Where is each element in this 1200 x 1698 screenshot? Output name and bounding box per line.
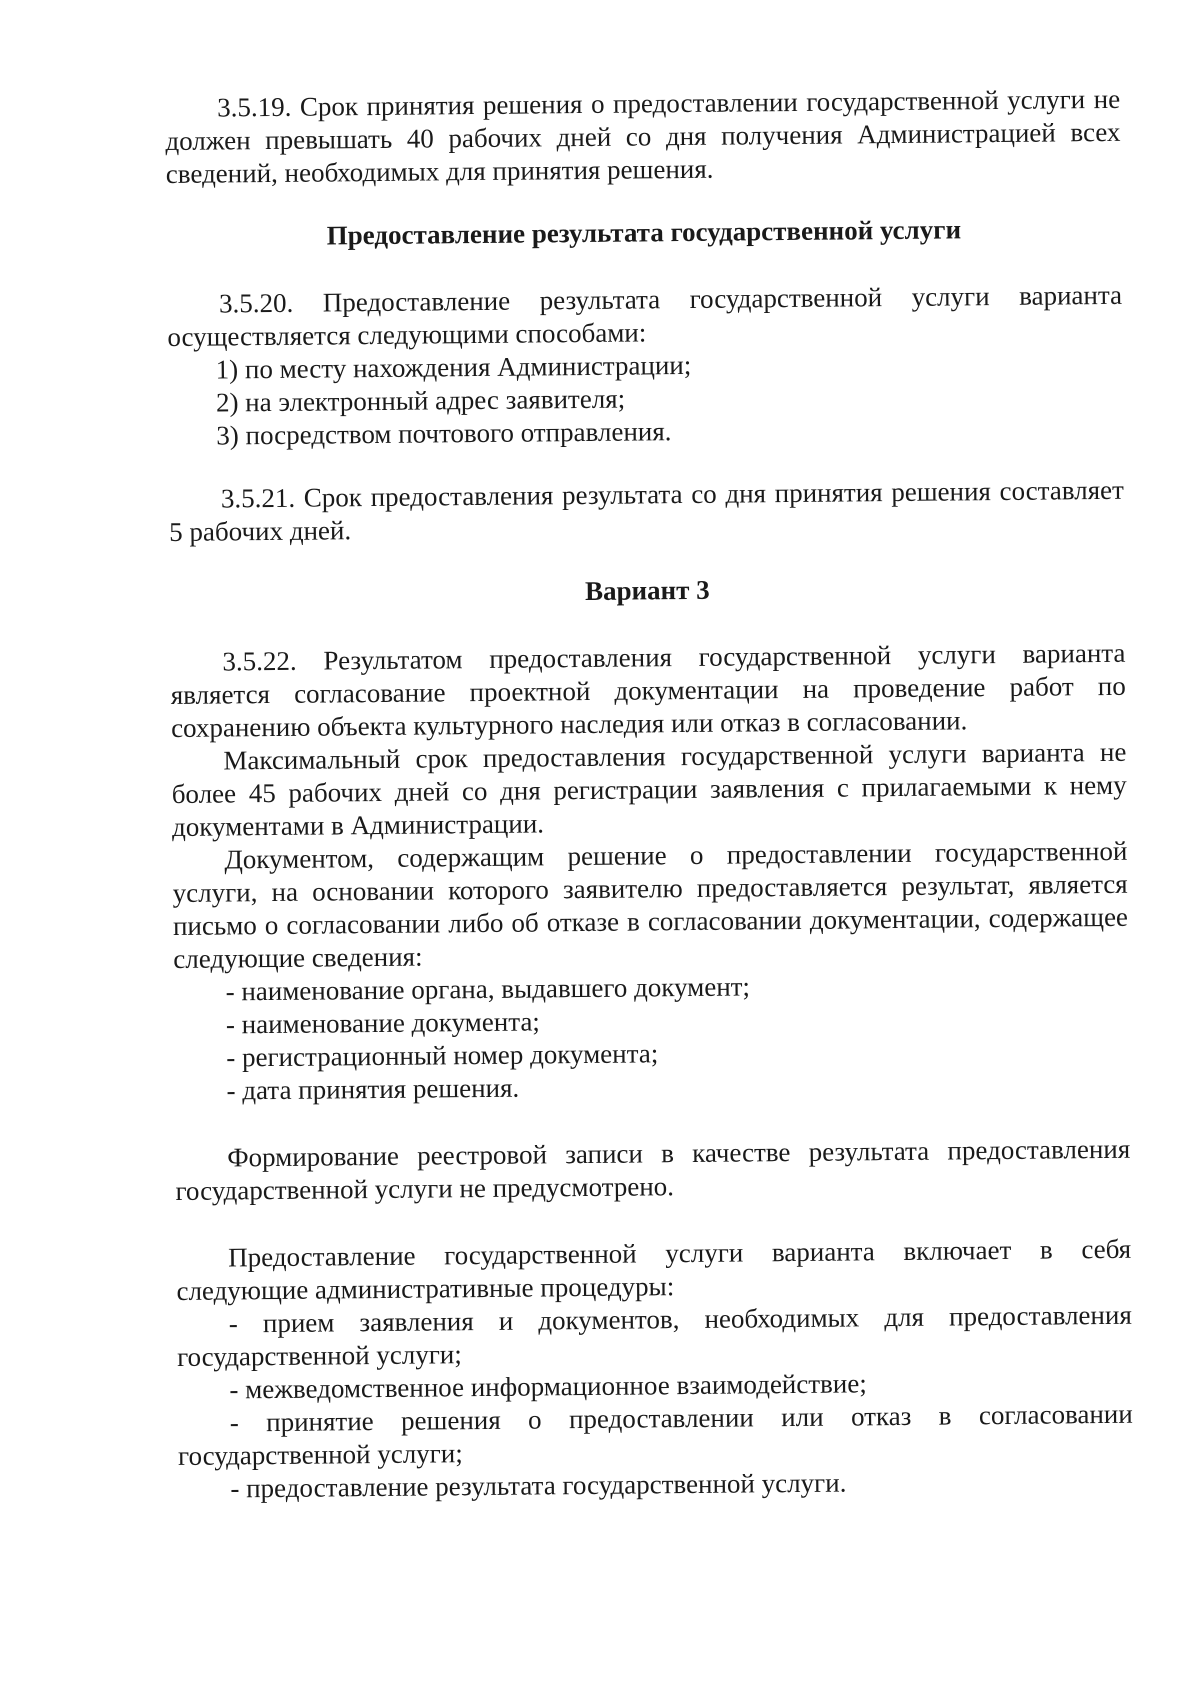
detail-item-1: - наименование органа, выдавшего документ; <box>225 971 751 1007</box>
paragraph-decision-document: Документом, содержащим решение о предоставлении государственной услуги, на основании которого заявителю предоставляется результат, является письмо о согласовании либо об отказе в согласовании документации, содержащее следующие сведения: <box>172 835 1129 974</box>
detail-item-3: - регистрационный номер документа; <box>226 1038 659 1073</box>
paragraph-registry-record: Формирование реестровой записи в качестве результата предоставления государственной услуги не предусмотрено. <box>175 1133 1131 1206</box>
procedure-item-1: - прием заявления и документов, необходимых для предоставления государственной услуги; <box>176 1299 1132 1372</box>
paragraph-procedures: Предоставление государственной услуги варианта включает в себя следующие административные процедуры: <box>176 1233 1132 1306</box>
detail-item-4: - дата принятия решения. <box>226 1072 520 1106</box>
heading-result: Предоставление результата государственной услуги <box>326 214 962 251</box>
document-body <box>165 83 1134 1506</box>
method-item-3: 3) посредством почтового отправления. <box>216 416 672 451</box>
procedure-item-3: - принятие решения о предоставлении или отказ в согласовании государственной услуги; <box>177 1398 1133 1471</box>
paragraph-max-term: Максимальный срок предоставления государственной услуги варианта не более 45 рабочих дней со дня регистрации заявления с прилагаемыми к нему документами в Администрации. <box>171 736 1127 842</box>
procedure-item-4: - предоставление результата государственной услуги. <box>230 1467 847 1504</box>
heading-variant-3: Вариант 3 <box>584 574 710 606</box>
method-item-1: 1) по месту нахождения Администрации; <box>215 349 692 385</box>
paragraph-3-5-21: 3.5.21. Срок предоставления результата со дня принятия решения составляет 5 рабочих дней. <box>169 474 1125 547</box>
procedure-item-2: - межведомственное информационное взаимодействие; <box>229 1368 867 1405</box>
method-item-2: 2) на электронный адрес заявителя; <box>215 383 626 418</box>
paragraph-3-5-20: 3.5.20. Предоставление результата государственной услуги варианта осуществляется следующими способами: <box>167 279 1123 352</box>
paragraph-3-5-19: 3.5.19. Срок принятия решения о предоставлении государственной услуги не должен превышать 40 рабочих дней со дня получения Администрацией всех сведений, необходимых для принятия решения. <box>165 83 1121 189</box>
paragraph-3-5-22: 3.5.22. Результатом предоставления государственной услуги варианта является согласование проектной документации на проведение работ по сохранению объекта культурного наследия или отказ в согласовании. <box>170 637 1126 743</box>
detail-item-2: - наименование документа; <box>225 1006 540 1040</box>
